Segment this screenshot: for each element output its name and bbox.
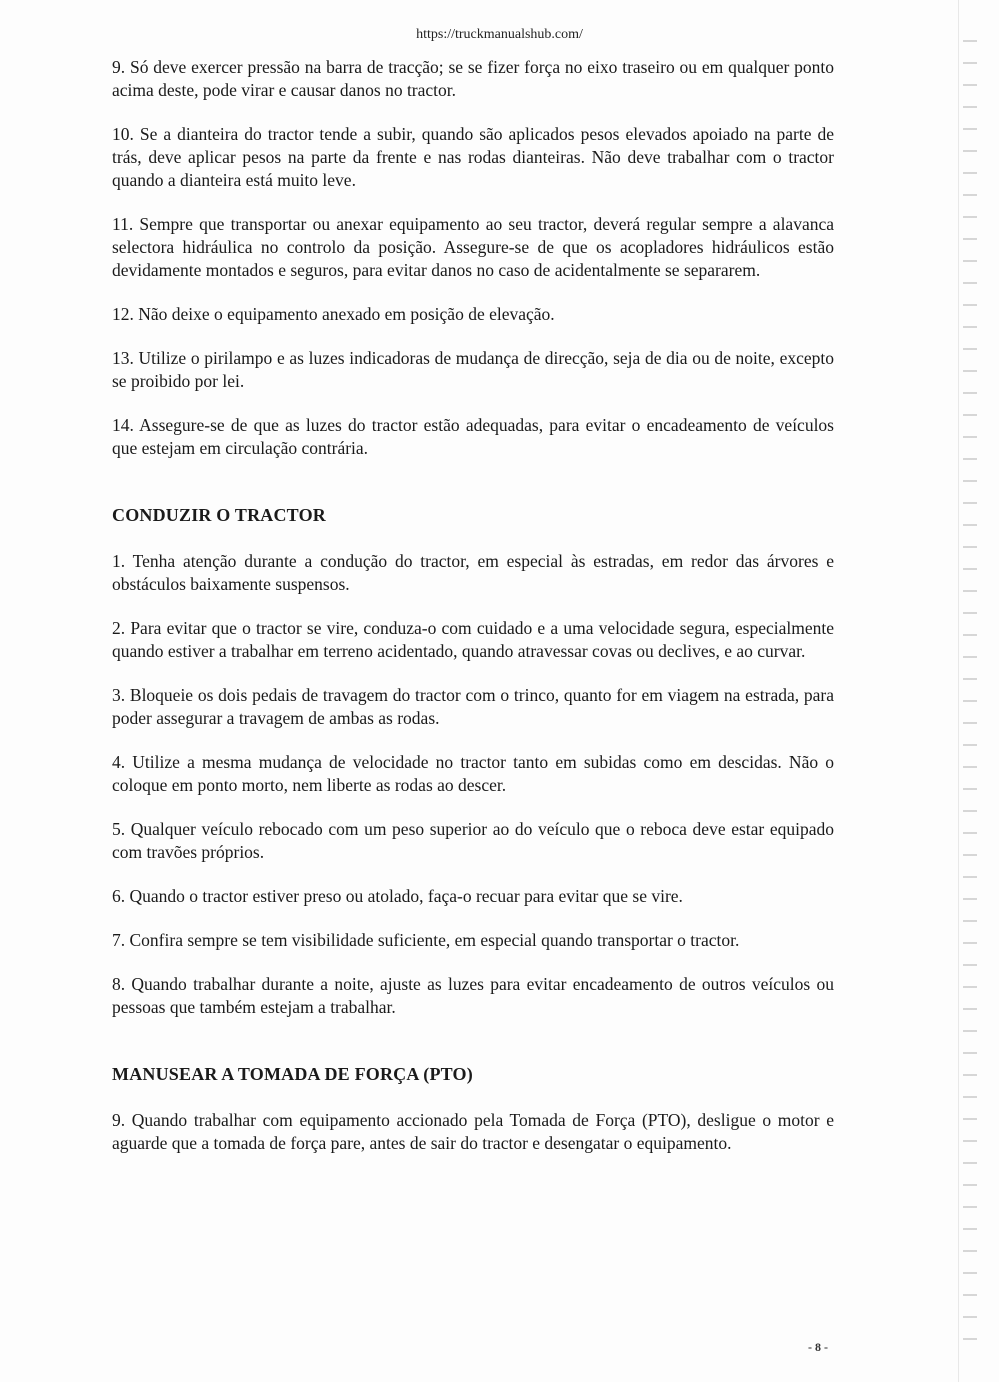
paragraph-driving-3: 3. Bloqueie os dois pedais de travagem do tractor com o trinco, quanto for em viagem na estrada, para poder assegurar a travagem de ambas as rodas. bbox=[112, 685, 834, 728]
paragraph-intro-9: 9. Só deve exercer pressão na barra de tracção; se se fizer força no eixo traseiro ou em qualquer ponto acima deste, pode virar e causar danos no tractor. bbox=[112, 57, 834, 100]
paragraph-intro-10: 10. Se a dianteira do tractor tende a subir, quando são aplicados pesos elevados apoiado na parte de trás, deve aplicar pesos na parte da frente e nas rodas dianteiras. Não deve trabalhar com o tractor quando a dianteira está muito leve. bbox=[112, 124, 834, 190]
paragraph-intro-11: 11. Sempre que transportar ou anexar equipamento ao seu tractor, deverá regular sempre a alavanca selectora hidráulica no controlo da posição. Assegure-se de que os acopladores hidráulicos estão devidamente montados e seguros, para evitar danos no caso de acidentalmente se separarem. bbox=[112, 214, 834, 280]
document-body bbox=[112, 56, 834, 1176]
source-url: https://truckmanualshub.com/ bbox=[416, 27, 583, 42]
paragraph-driving-1: 1. Tenha atenção durante a condução do tractor, em especial às estradas, em redor das árvores e obstáculos baixamente suspensos. bbox=[112, 551, 834, 594]
paragraph-intro-12: 12. Não deixe o equipamento anexado em posição de elevação. bbox=[112, 304, 555, 324]
paragraph-intro-14: 14. Assegure-se de que as luzes do tractor estão adequadas, para evitar o encadeamento de veículos que estejam em circulação contrária. bbox=[112, 415, 834, 458]
paragraph-driving-7: 7. Confira sempre se tem visibilidade suficiente, em especial quando transportar o tractor. bbox=[112, 930, 740, 950]
section-heading-pto: MANUSEAR A TOMADA DE FORÇA (PTO) bbox=[112, 1064, 473, 1084]
paragraph-driving-5: 5. Qualquer veículo rebocado com um peso superior ao do veículo que o reboca deve estar equipado com travões próprios. bbox=[112, 819, 834, 862]
paragraph-driving-2: 2. Para evitar que o tractor se vire, conduza-o com cuidado e a uma velocidade segura, especialmente quando estiver a trabalhar em terreno acidentado, quando atravessar covas ou declives, e ao curvar. bbox=[112, 618, 834, 661]
paragraph-driving-6: 6. Quando o tractor estiver preso ou atolado, faça-o recuar para evitar que se vire. bbox=[112, 886, 683, 906]
scan-edge-line bbox=[958, 0, 959, 1382]
paragraph-driving-8: 8. Quando trabalhar durante a noite, ajuste as luzes para evitar encadeamento de outros veículos ou pessoas que também estejam a trabalhar. bbox=[112, 974, 834, 1017]
paragraph-pto-9: 9. Quando trabalhar com equipamento accionado pela Tomada de Força (PTO), desligue o motor e aguarde que a tomada de força pare, antes de sair do tractor e desengatar o equipamento. bbox=[112, 1110, 834, 1153]
paragraph-driving-4: 4. Utilize a mesma mudança de velocidade no tractor tanto em subidas como em descidas. Não o coloque em ponto morto, nem liberte as rodas ao descer. bbox=[112, 752, 834, 795]
binding-edge-marks bbox=[963, 20, 977, 1350]
paragraph-intro-13: 13. Utilize o pirilampo e as luzes indicadoras de mudança de direcção, seja de dia ou de noite, excepto se proibido por lei. bbox=[112, 348, 834, 391]
section-heading-driving: CONDUZIR O TRACTOR bbox=[112, 505, 326, 525]
page-number: - 8 - bbox=[808, 1340, 828, 1354]
